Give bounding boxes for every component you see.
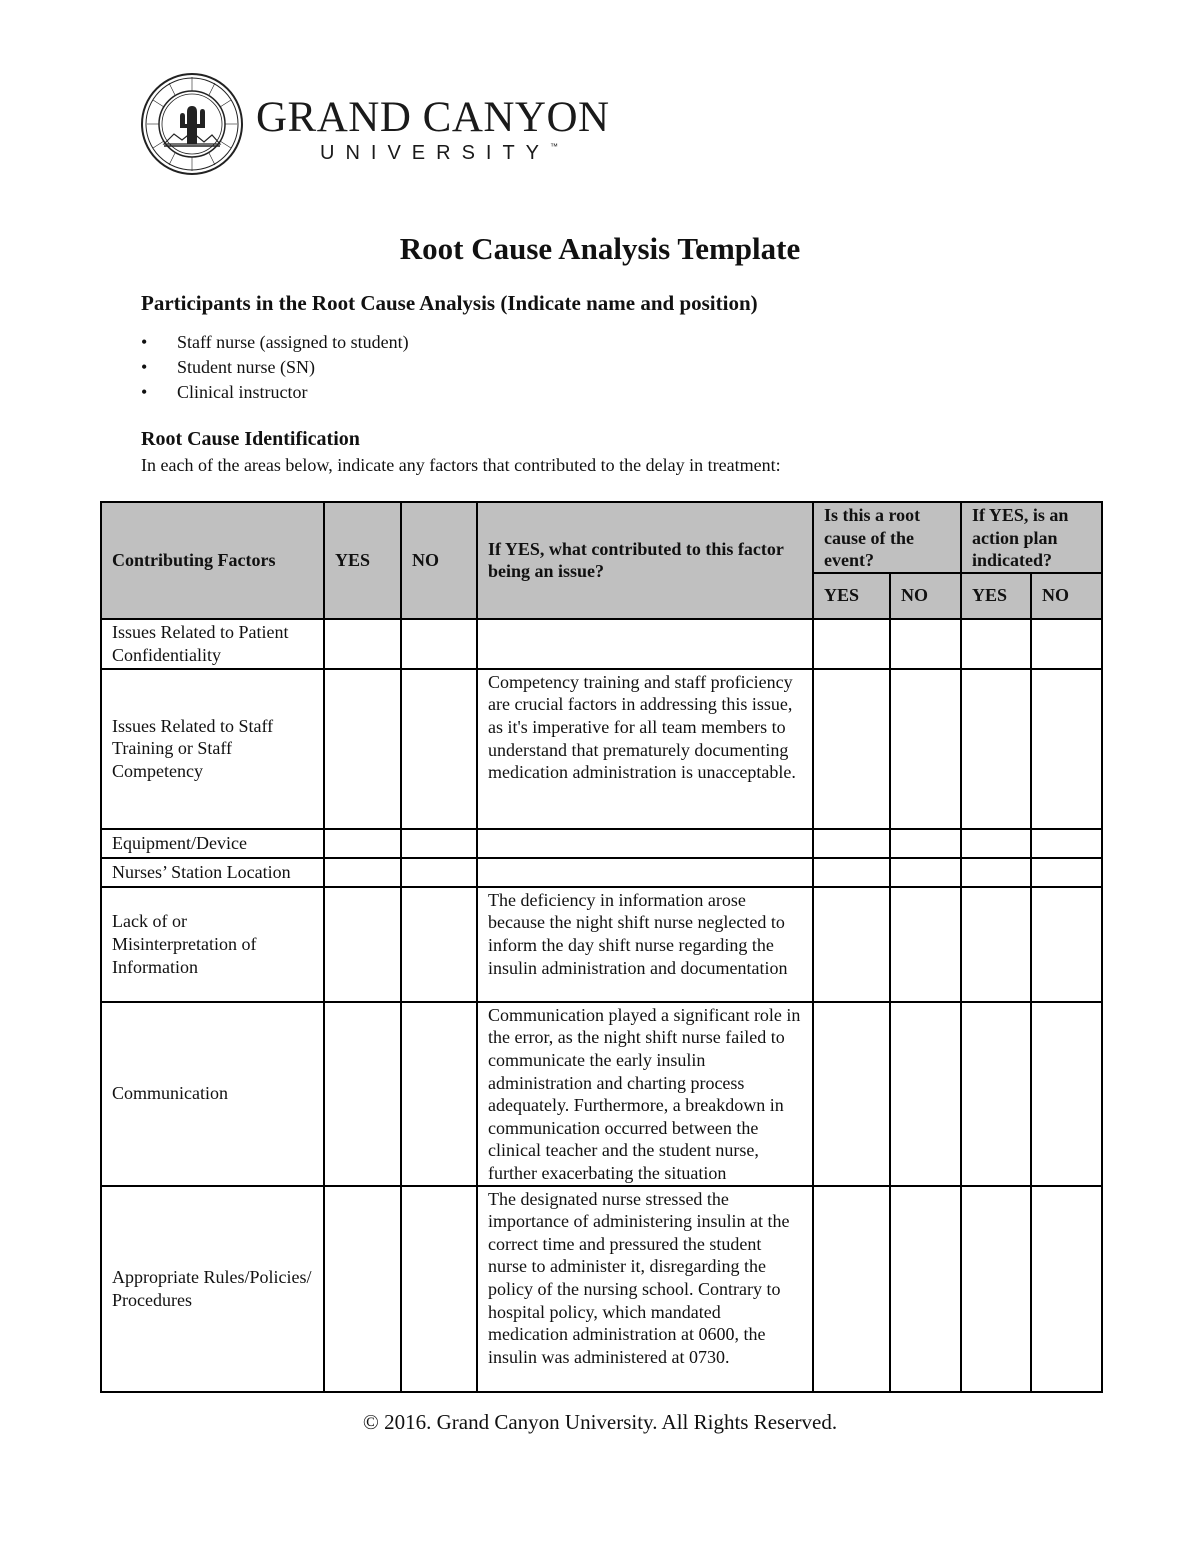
root-cause-no-cell[interactable] (890, 1186, 961, 1392)
participants-heading: Participants in the Root Cause Analysis (Indicate name and position) (141, 291, 758, 315)
contribution-cell[interactable] (477, 619, 813, 669)
no-cell[interactable] (401, 619, 477, 669)
no-cell[interactable] (401, 858, 477, 887)
yes-cell[interactable] (324, 619, 401, 669)
root-cause-heading: Root Cause Identification (141, 428, 360, 450)
factor-cell: Nurses’ Station Location (101, 858, 324, 887)
participant-item: • Clinical instructor (141, 380, 409, 405)
action-plan-no-cell[interactable] (1031, 829, 1102, 858)
action-plan-yes-cell[interactable] (961, 1186, 1031, 1392)
root-cause-yes-cell[interactable] (813, 887, 890, 1002)
action-plan-yes-cell[interactable] (961, 829, 1031, 858)
root-cause-yes-cell[interactable] (813, 829, 890, 858)
contribution-cell[interactable]: The designated nurse stressed the importance of administering insulin at the correct time and pressured the student nurse to administer it, disregarding the policy of the nursing school. Contrary to hospital policy, which mandated medication administration at 0600, the insulin was administered at 0730. (477, 1186, 813, 1392)
header-root-cause-no: NO (890, 573, 961, 619)
contribution-cell[interactable] (477, 858, 813, 887)
header-action-plan-yes: YES (961, 573, 1031, 619)
no-cell[interactable] (401, 887, 477, 1002)
header-contributed: If YES, what contributed to this factor being an issue? (477, 502, 813, 619)
root-cause-no-cell[interactable] (890, 669, 961, 829)
header-yes: YES (324, 502, 401, 619)
root-cause-no-cell[interactable] (890, 829, 961, 858)
contribution-cell[interactable]: The deficiency in information arose because the night shift nurse neglected to inform the day shift nurse regarding the insulin administration and documentation (477, 887, 813, 1002)
yes-cell[interactable] (324, 829, 401, 858)
contribution-cell[interactable]: Communication played a significant role in the error, as the night shift nurse failed to communicate the early insulin administration and charting process adequately. Furthermore, a breakdown in communication occurred between the clinical teacher and the student nurse, further exacerbating the situation (477, 1002, 813, 1186)
factor-cell: Lack of or Misinterpretation of Information (101, 887, 324, 1002)
participant-item: • Staff nurse (assigned to student) (141, 330, 409, 355)
root-cause-no-cell[interactable] (890, 887, 961, 1002)
root-cause-yes-cell[interactable] (813, 669, 890, 829)
yes-cell[interactable] (324, 887, 401, 1002)
action-plan-yes-cell[interactable] (961, 1002, 1031, 1186)
university-subtitle (320, 142, 610, 165)
root-cause-yes-cell[interactable] (813, 1002, 890, 1186)
root-cause-table (100, 501, 1103, 1393)
header-action-plan-question: If YES, is an action plan indicated? (961, 502, 1102, 573)
action-plan-no-cell[interactable] (1031, 619, 1102, 669)
factor-cell: Equipment/Device (101, 829, 324, 858)
action-plan-no-cell[interactable] (1031, 858, 1102, 887)
yes-cell[interactable] (324, 1002, 401, 1186)
action-plan-yes-cell[interactable] (961, 619, 1031, 669)
copyright-footer: © 2016. Grand Canyon University. All Rights Reserved. (362, 1410, 838, 1434)
no-cell[interactable] (401, 1002, 477, 1186)
university-logo (140, 72, 610, 180)
university-name: GRAND CANYON (256, 94, 610, 141)
table-row (101, 669, 1102, 829)
header-contributing-factors: Contributing Factors (101, 502, 324, 619)
contribution-cell[interactable] (477, 829, 813, 858)
root-cause-no-cell[interactable] (890, 858, 961, 887)
factor-cell: Issues Related to Patient Confidentiality (101, 619, 324, 669)
root-cause-intro: In each of the areas below, indicate any factors that contributed to the delay in treatment: (141, 455, 781, 475)
factor-cell: Appropriate Rules/Policies/ Procedures (101, 1186, 324, 1392)
university-seal-icon (140, 72, 244, 176)
root-cause-yes-cell[interactable] (813, 858, 890, 887)
no-cell[interactable] (401, 1186, 477, 1392)
yes-cell[interactable] (324, 858, 401, 887)
root-cause-no-cell[interactable] (890, 1002, 961, 1186)
wordmark (256, 96, 610, 165)
action-plan-yes-cell[interactable] (961, 669, 1031, 829)
trademark-mark: ™ (550, 142, 559, 151)
participant-item: • Student nurse (SN) (141, 355, 409, 380)
action-plan-no-cell[interactable] (1031, 1002, 1102, 1186)
no-cell[interactable] (401, 829, 477, 858)
root-cause-yes-cell[interactable] (813, 1186, 890, 1392)
header-root-cause-yes: YES (813, 573, 890, 619)
participants-list (141, 330, 409, 405)
action-plan-no-cell[interactable] (1031, 887, 1102, 1002)
university-subtitle-text: UNIVERSITY (320, 142, 551, 164)
no-cell[interactable] (401, 669, 477, 829)
action-plan-yes-cell[interactable] (961, 858, 1031, 887)
table-row (101, 858, 1102, 887)
document-title: Root Cause Analysis Template (399, 231, 801, 266)
contribution-cell[interactable]: Competency training and staff proficiency are crucial factors in addressing this issue, as it's imperative for all team members to understand that prematurely documenting medication administration is unacceptable. (477, 669, 813, 829)
table-row (101, 1186, 1102, 1392)
table-row (101, 1002, 1102, 1186)
factor-cell: Issues Related to Staff Training or Staff Competency (101, 669, 324, 829)
action-plan-no-cell[interactable] (1031, 669, 1102, 829)
table-row (101, 887, 1102, 1002)
table-row (101, 829, 1102, 858)
header-action-plan-no: NO (1031, 573, 1102, 619)
root-cause-no-cell[interactable] (890, 619, 961, 669)
header-no: NO (401, 502, 477, 619)
header-root-cause-question: Is this a root cause of the event? (813, 502, 961, 573)
table-row (101, 619, 1102, 669)
action-plan-yes-cell[interactable] (961, 887, 1031, 1002)
yes-cell[interactable] (324, 1186, 401, 1392)
action-plan-no-cell[interactable] (1031, 1186, 1102, 1392)
factor-cell: Communication (101, 1002, 324, 1186)
root-cause-yes-cell[interactable] (813, 619, 890, 669)
yes-cell[interactable] (324, 669, 401, 829)
